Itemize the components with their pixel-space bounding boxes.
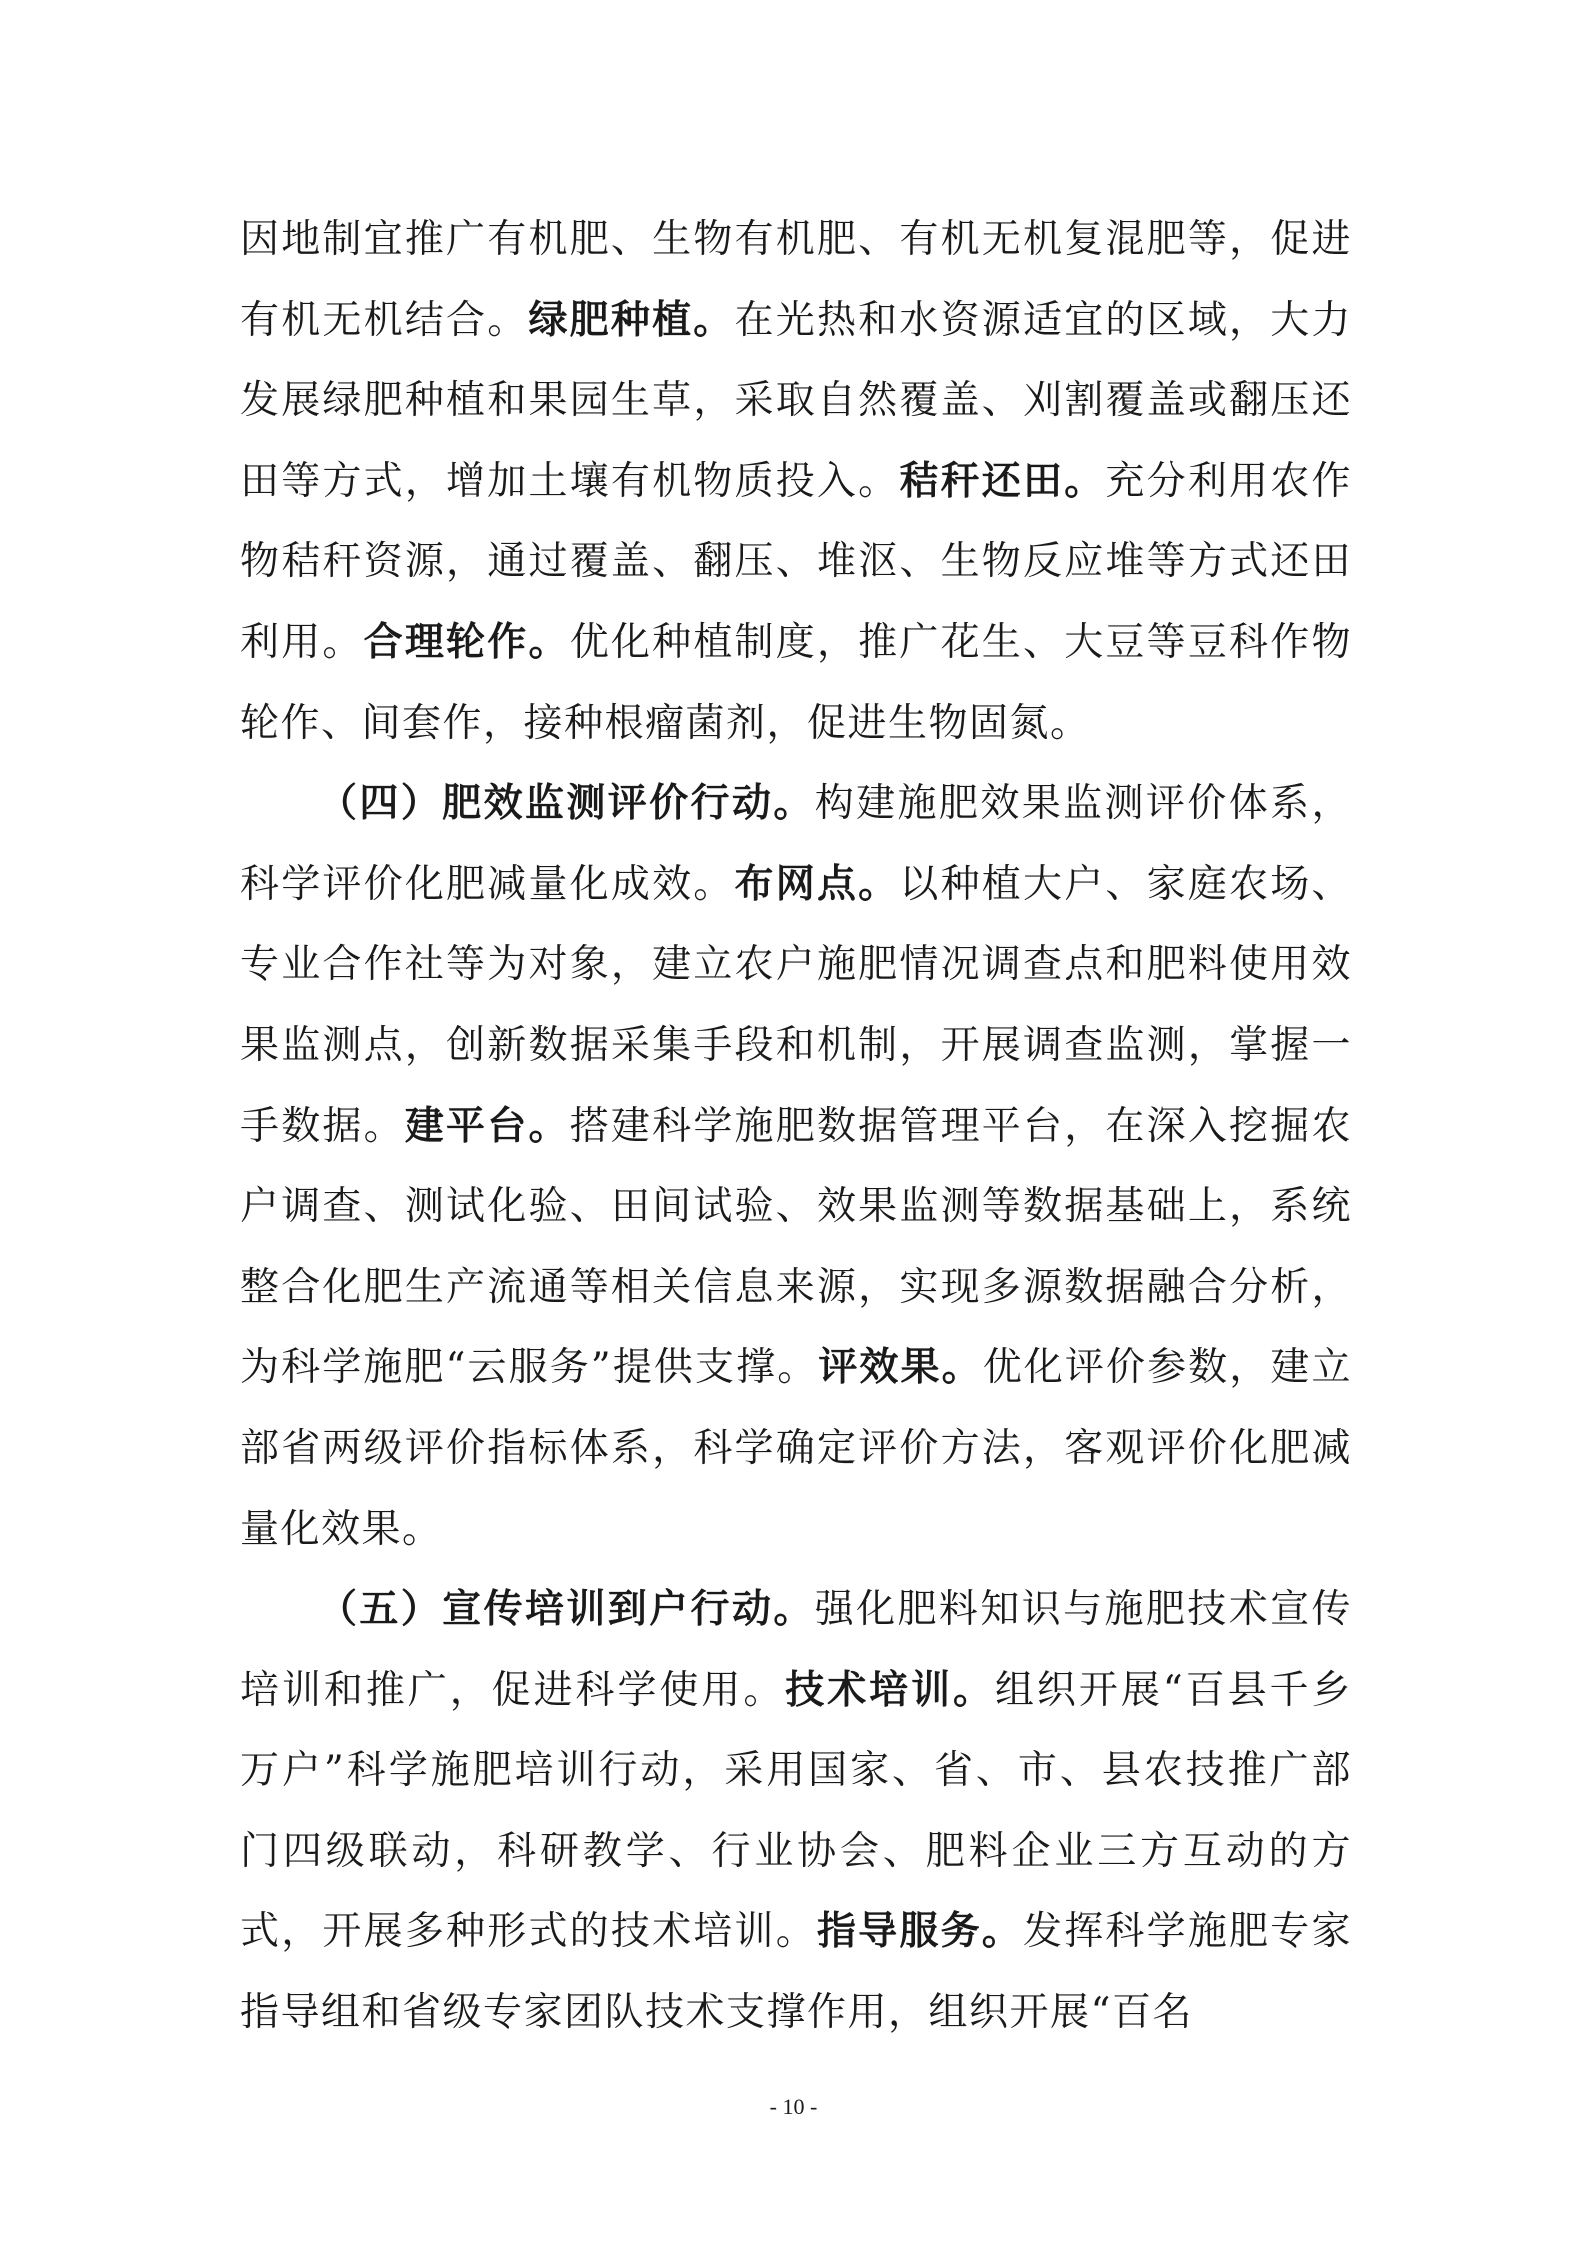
paragraph-1 — [240, 200, 1352, 764]
keyword-crop-rotation: 合理轮作。 — [363, 619, 570, 665]
page-number: - 10 - — [769, 2094, 818, 2119]
keyword-green-manure: 绿肥种植。 — [528, 297, 735, 343]
section-heading-4: （四）肥效监测评价行动。 — [318, 781, 815, 827]
paragraph-1-text: 充分利用农作物秸秆资源，通过覆盖、翻压、堆沤、生物反应堆等方式还田利用。 — [240, 458, 1352, 665]
paragraph-2-text: 构建施肥效果监测评价体系，科学评价化肥减量化成效。 — [240, 781, 1352, 907]
paragraph-2-text: 搭建科学施肥数据管理平台，在深入挖掘农户调查、测试化验、田间试验、效果监测等数据基础上，系统整合化肥生产流通等相关信息来源，实现多源数据融合分析，为科学施肥“云服务”提供支撑。 — [240, 1103, 1352, 1391]
paragraph-2-text: 以种植大户、家庭农场、专业合作社等为对象，建立农户施肥情况调查点和肥料使用效果监测点，创新数据采集手段和机制，开展调查监测，掌握一手数据。 — [240, 861, 1352, 1149]
keyword-network-points: 布网点。 — [734, 861, 900, 907]
keyword-technical-training: 技术培训。 — [785, 1667, 995, 1713]
document-body — [240, 200, 1352, 2054]
paragraph-3 — [240, 1570, 1352, 2054]
keyword-guidance-service: 指导服务。 — [816, 1909, 1023, 1955]
paragraph-1-text: 优化种植制度，推广花生、大豆等豆科作物轮作、间套作，接种根瘤菌剂，促进生物固氮。 — [240, 619, 1352, 746]
keyword-straw-return: 秸秆还田。 — [899, 458, 1106, 504]
paragraph-3-text: 组织开展“百县千乡万户”科学施肥培训行动，采用国家、省、市、县农技推广部门四级联动，科研教学、行业协会、肥料企业三方互动的方式，开展多种形式的技术培训。 — [240, 1667, 1352, 1955]
keyword-build-platform: 建平台。 — [404, 1103, 570, 1149]
paragraph-3-text: 发挥科学施肥专家指导组和省级专家团队技术支撑作用，组织开展“百名 — [240, 1909, 1352, 2036]
paragraph-2-text: 优化评价参数，建立部省两级评价指标体系，科学确定评价方法，客观评价化肥减量化效果。 — [240, 1345, 1352, 1552]
paragraph-1-text: 因地制宜推广有机肥、生物有机肥、有机无机复混肥等，促进有机无机结合。 — [240, 217, 1352, 343]
section-heading-5: （五）宣传培训到户行动。 — [318, 1587, 815, 1633]
keyword-evaluate-effect: 评效果。 — [818, 1345, 983, 1391]
paragraph-3-text: 强化肥料知识与施肥技术宣传培训和推广，促进科学使用。 — [240, 1587, 1352, 1713]
paragraph-2 — [240, 764, 1352, 1570]
paragraph-1-text: 在光热和水资源适宜的区域，大力发展绿肥种植和果园生草，采取自然覆盖、刈割覆盖或翻压还田等方式，增加土壤有机物质投入。 — [240, 297, 1352, 504]
